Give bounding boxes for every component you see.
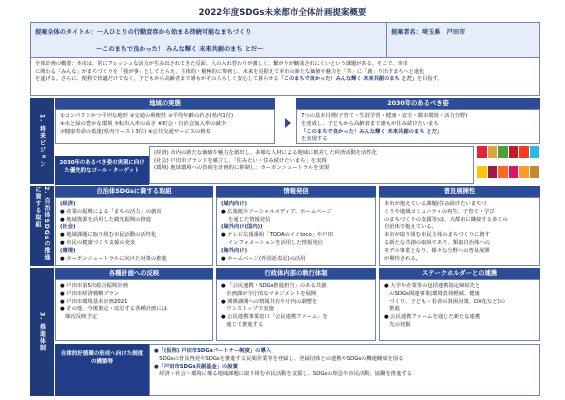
initiative-line: 本市が抱えている課題(住み続けたいまちづ xyxy=(384,201,487,207)
page-title: 2022年度SDGs未来都市全体計画提案概要 xyxy=(198,8,367,18)
arrow-right-icon xyxy=(285,118,291,128)
proposal-subtitle: ～このまちで良かった！ みんな輝く 未来共創のまち とだ～ xyxy=(96,46,264,53)
sdg-goal-icon xyxy=(530,166,540,178)
initiative-panel xyxy=(379,197,540,266)
sdg-goal-icon xyxy=(530,146,540,158)
initiative-line: ● 地域課題に取り組む市民活動の活性化 xyxy=(60,232,157,239)
initiative-line: (環境) xyxy=(60,247,76,254)
cycle-line: ●「戸田市SDGs共創基金」の設置 xyxy=(154,363,238,370)
initiative-line: ● ホームページ(外国語表記)の活用 xyxy=(221,255,306,262)
initiative-header: 情報発信 xyxy=(216,186,376,197)
sdg-goal-icon xyxy=(477,166,487,178)
initiative-line: 本市が取り組む市民主体のまちづくりに資す xyxy=(384,232,490,239)
cycle-line: 経済・社会・環境に係る地域課題に取り組む市民活動を支援し、SDGsの理念や市民活動、協働を推進する xyxy=(154,371,412,378)
structure-line: 推進 xyxy=(384,306,400,313)
structure-line: ● 戸田市経済戦略プラン xyxy=(60,290,120,297)
sdg-goal-icon xyxy=(498,146,508,158)
current-state-line: ①コンパクトかつ平坦な地形 ②交通の利便性 ③平均年齢の若さ(県内1位) xyxy=(60,113,234,119)
structure-line: ● 公民連携ファームを通じた新たな連携 xyxy=(384,314,481,321)
overview-line: に関わる「みんな」がまちづくりを「我が事」としてとらえ、主体的・積極的に参画し、未来を見据えて本市の新たな価値や魅力を「共」に「創」り出すまちへと進化 xyxy=(35,68,425,75)
structure-line: ● 「公民連携・SDGs推進担当」のある共創 xyxy=(221,283,327,289)
section-label-text: 3. 推進体制 xyxy=(38,312,46,352)
initiative-line: (海外向け) xyxy=(221,247,248,254)
section-label-vision xyxy=(30,98,54,184)
sdg-goal-icon xyxy=(488,166,498,178)
structure-panel xyxy=(55,279,213,341)
future-state-line: 7つの基本目標(子育て・生涯学習・健康・安全・都市環境・活力分野) xyxy=(301,113,468,119)
structure-panel xyxy=(379,279,540,341)
initiative-line: が期待される。 xyxy=(384,255,422,262)
priority-goal-box xyxy=(149,146,474,184)
initiative-panel xyxy=(216,197,376,266)
sdg-goal-icon xyxy=(488,146,498,158)
sdg-goal-icon xyxy=(509,146,519,158)
initiative-panel xyxy=(55,197,213,266)
structure-line: ● 公民連携事業窓口「公民連携ファーム」を xyxy=(221,314,328,321)
initiative-line: ● 市民の健康づくり支援の充実 xyxy=(60,239,136,246)
section-label-text: 1. 将来ビジョン xyxy=(38,114,46,168)
cycle-line: ●「(仮称) 戸田市SDGsパートナー制度」の導入 xyxy=(154,348,272,354)
initiative-line: 自治体で抱えている。 xyxy=(384,224,437,231)
initiative-line: ● カーボンニュートラルに向けた対策の推進 xyxy=(60,255,167,262)
overview-box xyxy=(30,58,540,96)
current-state-line: ④水と緑の豊かな環境 ⑤転出入率の高さ ⑥町会・自治会加入率の減少 xyxy=(60,120,226,127)
structure-header: 行政体内部の執行体制 xyxy=(216,268,376,279)
initiative-line: (社会) xyxy=(60,224,76,231)
cycle-line: SDGsの普及啓発やSDGsを推進する民間企業等を登録し、登録団体との連携やSDGsの機運醸成を図る xyxy=(154,355,404,362)
structure-header: ステークホルダーとの連携 xyxy=(379,268,540,279)
structure-line: ● 戸田市環境基本計画2021 xyxy=(60,298,128,305)
structure-line: ● 戸田市第5次総合振興計画 xyxy=(60,283,128,289)
structure-line: ● 大学や企業等の包括連携協定締結先と xyxy=(384,283,481,289)
future-state-panel xyxy=(296,109,540,144)
overview-highlight: 「このまちで良かった！みんな輝く 未来共創のまち とだ」 xyxy=(278,76,417,83)
goal-line: (経済) 市内の新たな価値や魅力を創出し、多様な人材による地域に根差した経済活動を活性化 xyxy=(154,150,377,156)
structure-line: 通じて推進する xyxy=(221,321,264,328)
structure-line: ● その他、今後策定・改訂する各種計画には xyxy=(60,306,167,313)
structure-line: のSDGs関連事業(環境負荷軽減、健康 xyxy=(384,290,480,297)
structure-line: づくり、子ども・若者の貧困対策、DX化など)の xyxy=(384,298,506,305)
goal-line: (社会) 戸田市ブランドを確立し、「住みたい・住み続けたいまち」を実現 xyxy=(154,157,327,164)
initiative-line: (経済) xyxy=(60,201,76,207)
initiative-line: (域内向け) xyxy=(221,201,248,207)
initiative-line: ● テレビ広報番組「TODAのイイtoco」や戸田 xyxy=(221,232,333,239)
initiative-line: モデル事業となり、様々な分野への普及展開 xyxy=(384,247,490,254)
sdg-goal-icon xyxy=(477,146,487,158)
overview-line xyxy=(35,76,535,84)
goal-line: (環境) 地球環境への負荷を計画的に抑制し、カーボンニュートラルを実現 xyxy=(154,165,330,172)
structure-header: 各種計画への反映 xyxy=(55,268,213,279)
future-state-slogan: 「このまちで良かった！みんな輝く 未来共創のまち とだ」 xyxy=(301,128,443,135)
initiative-line: る新たな共創の取組であり、類似自治体への xyxy=(384,239,490,246)
virtuous-cycle-label: 自律的好循環の形成へ向けた制度の構築等 xyxy=(55,344,149,396)
overview-text: を遂げる。さらに、便利で快適だけでなく、子どもから高齢者まで誰もがその人らしく安心して暮らせる xyxy=(35,76,279,83)
structure-line: 企画課が全庁的なマネジメントを展開 xyxy=(221,290,317,297)
current-state-panel xyxy=(55,109,275,144)
initiative-line: インフォメーションを活用した情報発信 xyxy=(228,239,323,246)
proposal-title: 提案全体のタイトル：一人ひとりの行動変容から始まる持続可能なまちづくり xyxy=(35,29,252,36)
initiative-line: (域外向け(国内)) xyxy=(221,224,263,231)
overview-text: を目指す。 xyxy=(417,76,443,83)
initiative-header: 普及展開性 xyxy=(379,186,540,197)
structure-panel xyxy=(216,279,376,341)
structure-line: 順次反映予定 xyxy=(60,314,98,321)
overview-line: 全体計画の概要：本市は、常にフレッシュな活力が生み出されてきた反面、人の入れ替わりが激しく、繋がりが醸成されにくいという課題がある。そこで、本市 xyxy=(35,61,408,67)
section-label-text: 2. 自治体SDGsの推進に資する取組 xyxy=(34,186,50,262)
structure-line: ● 関係課間への情報共有や庁内の調整を xyxy=(221,298,318,305)
initiative-line: ● 産業の振興による「まちの活力」の創出 xyxy=(60,208,162,215)
section-label-initiatives xyxy=(30,186,54,266)
proposer-name: 提案者名：埼玉県 戸田市 xyxy=(386,23,541,58)
sdg-goal-icon xyxy=(498,166,508,178)
sdg-goal-icon xyxy=(509,166,519,178)
current-state-line: ⑦健康寿命の低迷(県内ワースト3位) ⑧公共交通サービスの格差 xyxy=(60,128,211,135)
sdg-goal-icon xyxy=(519,146,529,158)
initiative-header: 自治体SDGsに資する取組 xyxy=(55,186,213,197)
future-state-line: を実現する xyxy=(301,136,328,143)
initiative-line: ● 広報紙やソーシャルメディア、ホームページ xyxy=(221,208,332,215)
sdg-goal-icon xyxy=(519,166,529,178)
priority-goal-label: 2030年のあるべき姿の実現に向けた優先的なゴール・ターゲット xyxy=(55,156,149,185)
future-state-line: を達成し、子どもから高齢者まで誰もが住み続けたいまち xyxy=(301,120,439,127)
proposal-header xyxy=(30,22,540,58)
section-label-structure xyxy=(30,268,54,396)
structure-line: 先の発掘 xyxy=(384,321,411,328)
future-state-header: 2030年のあるべき姿 xyxy=(296,98,540,109)
initiative-line: くりや地域コミュニティの再生、子育て・学び xyxy=(384,208,495,215)
current-state-header: 地域の実態 xyxy=(55,98,275,109)
structure-line: ワンストップで実施 xyxy=(221,306,274,313)
initiative-line: のまちづくりの支援等)は、大都市に隣接する多くの xyxy=(384,216,508,223)
sdg-icons-grid xyxy=(477,146,539,184)
initiative-line: ● 地域資源を活用した観光振興の推進 xyxy=(60,216,152,223)
virtuous-cycle-box xyxy=(149,344,540,396)
initiative-line: を通じた情報発信 xyxy=(228,216,271,223)
